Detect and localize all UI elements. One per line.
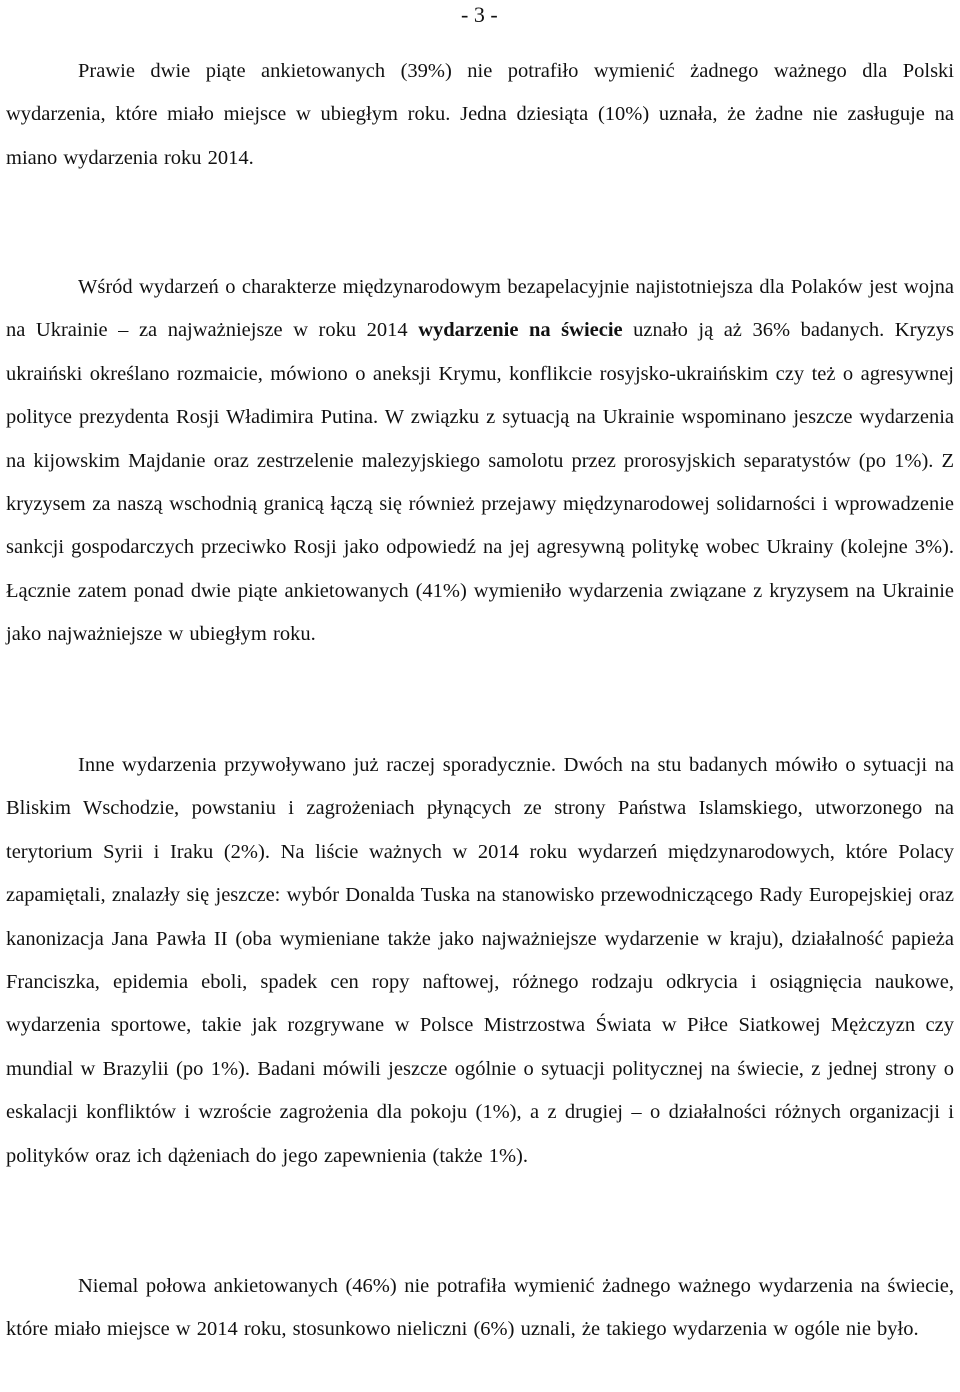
page-number: - 3 - xyxy=(461,2,498,27)
paragraph-4: Niemal połowa ankietowanych (46%) nie potrafiła wymienić żadnego ważnego wydarzenia na świecie, które miało miejsce w 2014 roku, stosunkowo nieliczni (6%) uznali, że takiego wydarzenia w ogóle nie było. xyxy=(6,1275,954,1341)
paragraph-1: Prawie dwie piąte ankietowanych (39%) nie potrafiło wymienić żadnego ważnego dla Polski wydarzenia, które miało miejsce w ubiegłym roku. Jedna dziesiąta (10%) uznała, że żadne nie zasługuje na miano wydarzenia roku 2014. xyxy=(6,60,954,169)
paragraph-2-text-start: Wśród wydarzeń o charakterze międzynarodowym bezapelacyjnie najistotniejsza dla Polaków jest wojna na Ukrainie – za najważniejsze w roku 2014 xyxy=(6,276,954,342)
paragraph-3: Inne wydarzenia przywoływano już raczej sporadycznie. Dwóch na stu badanych mówiło o sytuacji na Bliskim Wschodzie, powstaniu i zagrożeniach płynących ze strony Państwa Islamskiego, utworzonego na terytorium Syrii i Iraku (2%). Na liście ważnych w 2014 roku wydarzeń międzynarodowych, które Polacy zapamiętali, znalazły się jeszcze: wybór Donalda Tuska na stanowisko przewodniczącego Rady Europejskiej oraz kanonizacja Jana Pawła II (oba wymieniane także jako najważniejsze wydarzenie w kraju), działalność papieża Franciszka, epidemia eboli, spadek cen ropy naftowej, różnego rodzaju odkrycia i osiągnięcia naukowe, wydarzenia sportowe, takie jak rozgrywane w Polsce Mistrzostwa Świata w Piłce Siatkowej Mężczyzn czy mundial w Brazylii (po 1%). Badani mówili jeszcze ogólnie o sytuacji politycznej na świecie, z jednej strony o eskalacji konfliktów i wzroście zagrożenia dla pokoju (1%), a z drugiej – o działalności różnych organizacji i polityków oraz ich dążeniach do jego zapewnienia (także 1%). xyxy=(6,754,954,1167)
paragraph-2-bold-phrase: wydarzenie na świecie xyxy=(418,319,623,342)
paragraph-2 xyxy=(6,266,954,657)
paragraph-2-text-end: uznało ją aż 36% badanych. Kryzys ukraiński określano rozmaicie, mówiono o aneksji Krymu, konflikcie rosyjsko-ukraińskim czy też o agresywnej polityce prezydenta Rosji Władimira Putina. W związku z sytuacją na Ukrainie wspominano jeszcze wydarzenia na kijowskim Majdanie oraz zestrzelenie malezyjskiego samolotu przez prorosyjskich separatystów (po 1%). Z kryzysem za naszą wschodnią granicą łączą się również przejawy międzynarodowej solidarności i wprowadzenie sankcji gospodarczych przeciwko Rosji jako odpowiedź na jej agresywną politykę wobec Ukrainy (kolejne 3%). Łącznie zatem ponad dwie piąte ankietowanych (41%) wymieniło wydarzenia związane z kryzysem na Ukrainie jako najważniejsze w ubiegłym roku. xyxy=(6,319,954,646)
